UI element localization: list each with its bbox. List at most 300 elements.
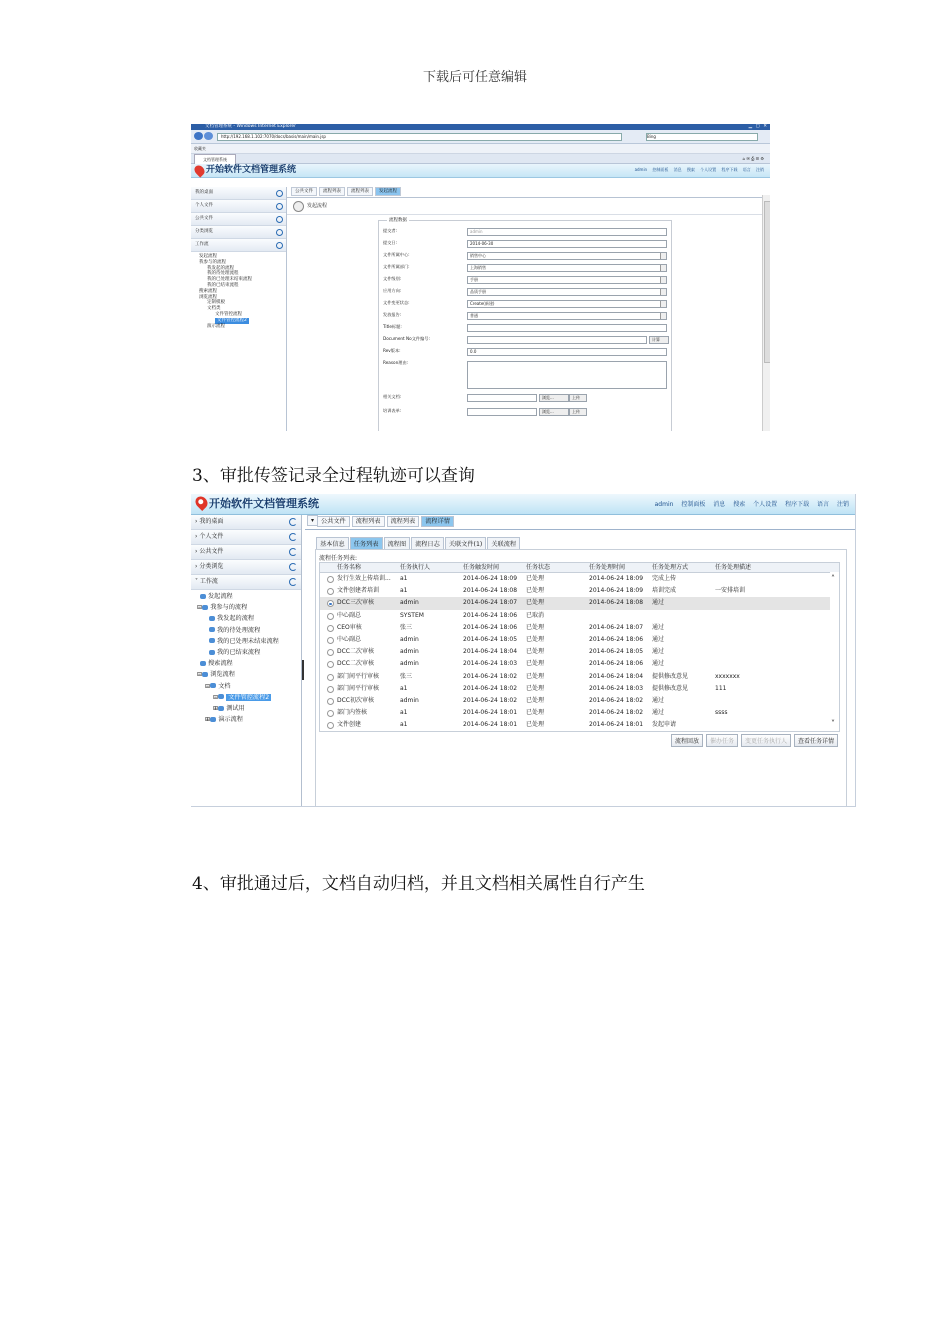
table-cell: 已处理 bbox=[526, 684, 545, 692]
table-row[interactable] bbox=[320, 719, 839, 731]
table-cell: 2014-06-24 18:07 bbox=[589, 623, 644, 631]
row-radio[interactable] bbox=[327, 588, 334, 595]
rev-input[interactable]: 0.0 bbox=[467, 348, 667, 356]
tab-active[interactable]: 发起流程 bbox=[375, 187, 401, 196]
menu-messages[interactable]: 消息 bbox=[713, 501, 726, 508]
tree-item[interactable]: ⊟ 我参与的流程 bbox=[197, 604, 248, 612]
table-cell: admin bbox=[400, 648, 419, 656]
tab[interactable]: 公共文件 bbox=[291, 187, 317, 196]
panel-label: 流程任务列表: bbox=[319, 555, 358, 562]
scrollbar[interactable] bbox=[830, 572, 839, 731]
table-cell: 2014-06-24 18:08 bbox=[463, 587, 518, 595]
table-cell: 通过 bbox=[652, 648, 665, 656]
table-cell: CEO审核 bbox=[337, 623, 362, 631]
sidebar-label: 公共文件 bbox=[199, 548, 224, 555]
tab[interactable]: 流程列表 bbox=[347, 187, 373, 196]
tree-label: 我的待处理流程 bbox=[217, 626, 261, 634]
menu-language[interactable]: 语言 bbox=[817, 501, 830, 508]
browse-button[interactable]: 浏览... bbox=[539, 394, 569, 402]
folder-icon bbox=[209, 616, 215, 621]
column-header: 任务处理时间 bbox=[589, 564, 626, 571]
tree-item[interactable]: 我参与的流程 bbox=[199, 259, 226, 265]
scrollbar[interactable] bbox=[762, 195, 770, 431]
tree-label: 我参与的流程 bbox=[210, 604, 248, 612]
tree-item[interactable] bbox=[197, 647, 301, 658]
chevron-down-icon[interactable]: ▾ bbox=[307, 515, 318, 526]
caption-4: 4、审批通过后，文档自动归档，并且文档相关属性自行产生 bbox=[192, 874, 645, 894]
menu-search[interactable]: 搜索 bbox=[733, 501, 746, 508]
table-cell: 2014-06-24 18:09 bbox=[589, 575, 644, 582]
replay-button[interactable]: 流程回放 bbox=[671, 734, 703, 747]
table-cell: 已处理 bbox=[526, 599, 545, 607]
date-field[interactable]: 2014-06-30 bbox=[467, 240, 667, 248]
folder-icon bbox=[218, 706, 224, 711]
table-cell: 中心副总 bbox=[337, 611, 362, 619]
sidebar-label: 分类浏览 bbox=[199, 563, 224, 570]
subtab[interactable]: 流程日志 bbox=[411, 537, 444, 550]
tree-item[interactable]: 文档类 bbox=[207, 306, 221, 312]
row-radio[interactable] bbox=[327, 710, 334, 717]
tree-label: 我发起的流程 bbox=[217, 615, 255, 623]
table-cell: xxxxxxx bbox=[715, 672, 740, 680]
table-row[interactable] bbox=[320, 585, 839, 597]
tree-item-selected[interactable]: ⊟ 文件管控流程2 bbox=[213, 693, 270, 701]
table-cell: 2014-06-24 18:05 bbox=[463, 635, 518, 643]
app-body bbox=[191, 187, 770, 431]
sidebar-item[interactable]: › 个人文件 bbox=[191, 530, 301, 545]
form-label: 提交日: bbox=[383, 240, 397, 245]
form-label: 提交者: bbox=[383, 228, 397, 233]
subtab[interactable]: 流程图 bbox=[384, 537, 411, 550]
training-form-input[interactable] bbox=[467, 408, 537, 416]
table-cell: 部门内签核 bbox=[337, 709, 368, 717]
status-select[interactable]: Create(新建) bbox=[467, 300, 667, 308]
sidebar bbox=[191, 187, 287, 431]
table-cell: 2014-06-24 18:06 bbox=[589, 635, 644, 643]
refresh-icon[interactable] bbox=[289, 563, 297, 571]
refresh-icon[interactable] bbox=[289, 533, 297, 541]
table-cell: 一安排培训 bbox=[715, 587, 746, 595]
table-cell: DCC二次审核 bbox=[337, 660, 374, 668]
distribution-select[interactable]: 普通 bbox=[467, 312, 667, 320]
row-radio[interactable] bbox=[327, 661, 334, 668]
level-select[interactable]: 手册 bbox=[467, 276, 667, 284]
tab[interactable]: 流程列表 bbox=[352, 516, 385, 527]
refresh-icon[interactable] bbox=[276, 229, 283, 236]
subtab[interactable]: 关联流程 bbox=[487, 537, 520, 550]
tree-label: 我的已处理未结束流程 bbox=[217, 637, 279, 645]
tree-item[interactable]: 我的已结束流程 bbox=[207, 282, 239, 288]
table-cell: 通过 bbox=[652, 709, 665, 717]
table-row[interactable] bbox=[320, 597, 839, 609]
form-label: 相关文档: bbox=[383, 394, 402, 399]
table-cell: 2014-06-24 18:02 bbox=[463, 684, 518, 692]
tree-label: 我的已结束流程 bbox=[217, 649, 261, 657]
tab[interactable]: 公共文件 bbox=[317, 516, 350, 527]
tree-label: 测试用 bbox=[226, 705, 245, 713]
table-cell: 已处理 bbox=[526, 587, 545, 595]
page-header: 下载后可任意编辑 bbox=[422, 70, 527, 85]
table-cell: 已处理 bbox=[526, 660, 545, 668]
table-cell: 已处理 bbox=[526, 648, 545, 656]
table-cell: admin bbox=[400, 635, 419, 643]
browser-tabbar bbox=[191, 154, 770, 164]
launch-label: 发起流程 bbox=[307, 203, 328, 209]
table-cell: 2014-06-24 18:04 bbox=[589, 672, 644, 680]
back-icon[interactable] bbox=[194, 132, 203, 140]
refresh-icon[interactable] bbox=[289, 518, 297, 526]
launch-header bbox=[287, 198, 770, 215]
folder-icon bbox=[209, 650, 215, 655]
refresh-icon[interactable] bbox=[276, 190, 283, 197]
browse-button[interactable]: 浏览... bbox=[539, 408, 569, 416]
splitter-grip[interactable] bbox=[302, 660, 304, 680]
form-label: Rev版本: bbox=[383, 348, 401, 353]
refresh-icon[interactable] bbox=[289, 578, 297, 586]
chevron-up-icon[interactable]: ˄ bbox=[831, 574, 835, 583]
screenshot-launch-workflow bbox=[191, 124, 770, 431]
form-label: Reason理由: bbox=[383, 360, 409, 365]
table-cell: a1 bbox=[400, 709, 408, 717]
column-header: 任务处理描述 bbox=[715, 564, 752, 571]
sidebar-label: 个人文件 bbox=[199, 533, 224, 540]
table-cell: DCC三次审核 bbox=[337, 599, 374, 607]
workflow-form bbox=[378, 220, 672, 431]
center-select[interactable]: 销售中心 bbox=[467, 252, 667, 260]
tree-item[interactable]: ⊞ 演示流程 bbox=[205, 716, 243, 724]
tree-item-label: 文件管控流程2 bbox=[217, 317, 247, 323]
table-cell: admin bbox=[400, 599, 419, 607]
table-cell: 111 bbox=[715, 684, 727, 692]
menu-control-panel[interactable]: 控制面板 bbox=[681, 501, 706, 508]
row-radio[interactable] bbox=[327, 649, 334, 656]
table-cell: 2014-06-24 18:03 bbox=[463, 660, 518, 668]
calc-button[interactable]: 计算 bbox=[649, 336, 669, 344]
refresh-icon[interactable] bbox=[276, 216, 283, 223]
table-cell: DCC二次审核 bbox=[337, 648, 374, 656]
app-title: 开始软件文档管理系统 bbox=[206, 165, 297, 175]
upload-button[interactable]: 上传 bbox=[569, 394, 587, 402]
title-input[interactable] bbox=[467, 324, 667, 332]
upload-button[interactable]: 上传 bbox=[569, 408, 587, 416]
menu-logout[interactable]: 注销 bbox=[836, 501, 849, 508]
tree-item[interactable] bbox=[197, 636, 301, 647]
table-cell: 2014-06-24 18:01 bbox=[463, 721, 518, 729]
row-radio[interactable] bbox=[327, 613, 334, 620]
form-label: 培训表单: bbox=[383, 408, 402, 413]
table-cell: 已处理 bbox=[526, 623, 545, 631]
folder-icon bbox=[210, 717, 216, 722]
row-radio[interactable] bbox=[327, 637, 334, 644]
table-cell: DCC初次审核 bbox=[337, 696, 374, 704]
table-cell: 2014-06-24 18:01 bbox=[589, 721, 644, 729]
refresh-icon[interactable] bbox=[276, 203, 283, 210]
table-cell: 2014-06-24 18:01 bbox=[463, 709, 518, 717]
tree-item[interactable] bbox=[197, 591, 301, 602]
tree-item[interactable]: 文件管控流程 bbox=[215, 311, 242, 317]
view-task-detail-button[interactable]: 查看任务详情 bbox=[794, 734, 838, 747]
table-cell: 2014-06-24 18:02 bbox=[463, 672, 518, 680]
sidebar-label: 个人文件 bbox=[195, 203, 213, 208]
screenshot-task-list bbox=[191, 494, 856, 807]
app-header bbox=[191, 494, 855, 515]
sidebar-item[interactable] bbox=[191, 213, 286, 226]
tab[interactable]: 流程列表 bbox=[319, 187, 345, 196]
table-cell: 通过 bbox=[652, 599, 665, 607]
tree-item[interactable]: 搜索流程 bbox=[199, 288, 217, 294]
refresh-icon[interactable] bbox=[276, 242, 283, 249]
tree-label: 文档 bbox=[218, 682, 231, 690]
sidebar-item[interactable] bbox=[191, 226, 286, 239]
tree-item[interactable]: 演示流程 bbox=[207, 323, 225, 329]
subtab[interactable]: 关联文件(1) bbox=[445, 537, 487, 550]
folder-icon bbox=[200, 661, 206, 666]
table-cell: admin bbox=[400, 696, 419, 704]
favorites-bar bbox=[191, 144, 770, 154]
row-radio[interactable] bbox=[327, 600, 334, 607]
tree-item[interactable]: ⊟ 文档 bbox=[205, 682, 231, 690]
table-cell: 部门间平行审核 bbox=[337, 684, 380, 692]
table-cell: 部门间平行审核 bbox=[337, 672, 380, 680]
main-content bbox=[287, 187, 770, 431]
logo-icon bbox=[192, 163, 206, 177]
sidebar-label: 工作流 bbox=[199, 578, 218, 585]
table-row[interactable] bbox=[320, 622, 839, 634]
search-input[interactable]: Bing bbox=[646, 133, 758, 141]
tree-label: 演示流程 bbox=[218, 716, 243, 724]
tree-label: 发起流程 bbox=[208, 593, 233, 600]
table-cell: 2014-06-24 18:09 bbox=[589, 587, 644, 595]
toolbar-icons[interactable]: ⌂ ✉ ⎙ ☰ ⚙ bbox=[742, 156, 764, 161]
submitter-field[interactable]: admin bbox=[467, 228, 667, 236]
tree-item[interactable] bbox=[197, 625, 301, 636]
table-cell: 已处理 bbox=[526, 635, 545, 643]
column-header: 任务状态 bbox=[526, 564, 551, 571]
browser-tab[interactable]: 文档管理系统 bbox=[194, 154, 236, 165]
table-cell: 2014-06-24 18:09 bbox=[463, 575, 518, 582]
sidebar-item[interactable]: › 我的桌面 bbox=[191, 515, 301, 530]
table-row[interactable] bbox=[320, 658, 839, 670]
task-actions bbox=[668, 734, 838, 747]
task-table bbox=[319, 562, 840, 732]
table-header bbox=[320, 563, 839, 573]
form-label: 发放报告: bbox=[383, 312, 402, 317]
table-cell: 完成上传 bbox=[652, 575, 677, 582]
form-legend: 流程数据 bbox=[389, 218, 407, 223]
table-cell: 2014-06-24 18:03 bbox=[589, 684, 644, 692]
column-header: 任务执行人 bbox=[400, 564, 431, 571]
table-cell: 已处理 bbox=[526, 575, 545, 582]
sidebar-label: 我的桌面 bbox=[195, 190, 213, 195]
forward-icon[interactable] bbox=[204, 132, 213, 140]
top-menu[interactable]: admin 控制面板 消息 搜索 个人设置 程序下载 语言 注销 bbox=[634, 167, 764, 172]
folder-icon bbox=[209, 627, 215, 632]
folder-icon bbox=[202, 605, 208, 610]
row-radio[interactable] bbox=[327, 698, 334, 705]
direction-select[interactable]: 品质手册 bbox=[467, 288, 667, 296]
table-cell: 文件创建 bbox=[337, 721, 362, 729]
table-cell: 2014-06-24 18:06 bbox=[463, 611, 518, 619]
table-cell: 培训完成 bbox=[652, 587, 677, 595]
table-cell: 通过 bbox=[652, 635, 665, 643]
tree-item[interactable]: ⊞ 测试用 bbox=[213, 705, 245, 713]
table-body bbox=[320, 573, 839, 731]
reason-textarea[interactable] bbox=[467, 361, 667, 389]
tree-item[interactable]: 我的待处理流程 bbox=[207, 271, 239, 277]
refresh-icon[interactable] bbox=[289, 548, 297, 556]
sidebar-item[interactable]: ˅ 工作流 bbox=[191, 575, 301, 590]
row-radio[interactable] bbox=[327, 674, 334, 681]
table-cell: 2014-06-24 18:04 bbox=[463, 648, 518, 656]
window-controls[interactable]: ▁ ▢ ✕ bbox=[748, 124, 768, 129]
table-cell: 提供修改意见 bbox=[652, 672, 689, 680]
table-row[interactable] bbox=[320, 634, 839, 646]
form-label: 应用方向: bbox=[383, 288, 402, 293]
sidebar-item[interactable]: › 分类浏览 bbox=[191, 560, 301, 575]
favorites-label[interactable]: 收藏夹 bbox=[194, 146, 206, 151]
form-label: Title标题: bbox=[383, 324, 402, 329]
form-label: 文件级别: bbox=[383, 276, 402, 281]
table-cell: 2014-06-24 18:02 bbox=[463, 696, 518, 704]
sidebar-item[interactable] bbox=[191, 239, 286, 252]
menu-download[interactable]: 程序下载 bbox=[785, 501, 810, 508]
table-cell: admin bbox=[400, 660, 419, 668]
workflow-tree bbox=[191, 252, 286, 329]
tree-label: 浏览流程 bbox=[210, 671, 235, 679]
form-label: 文件所属部门: bbox=[383, 264, 410, 269]
change-assignee-button[interactable]: 变更任务执行人 bbox=[741, 734, 791, 747]
column-header: 任务触发时间 bbox=[463, 564, 500, 571]
tab[interactable]: 流程列表 bbox=[387, 516, 420, 527]
column-header: 任务处理方式 bbox=[652, 564, 689, 571]
table-row[interactable] bbox=[320, 695, 839, 707]
tree-item[interactable] bbox=[197, 613, 301, 624]
subtab[interactable]: 基本信息 bbox=[316, 537, 349, 550]
dept-select[interactable]: 上海销售 bbox=[467, 264, 667, 272]
table-row[interactable] bbox=[320, 573, 839, 585]
table-cell: 已处理 bbox=[526, 709, 545, 717]
table-cell: 2014-06-24 18:08 bbox=[589, 599, 644, 607]
row-radio[interactable] bbox=[327, 576, 334, 583]
tree-item[interactable]: 定制模板 bbox=[207, 300, 225, 306]
table-row[interactable] bbox=[320, 646, 839, 658]
tree-item[interactable]: 我发起的流程 bbox=[207, 265, 234, 271]
table-cell: 已处理 bbox=[526, 721, 545, 729]
table-cell: 提供修改意见 bbox=[652, 684, 689, 692]
app-title: 开始软件文档管理系统 bbox=[209, 497, 319, 510]
tree-item[interactable]: 发起流程 bbox=[199, 254, 217, 259]
sidebar-item[interactable] bbox=[191, 187, 286, 200]
table-row[interactable] bbox=[320, 671, 839, 683]
row-radio[interactable] bbox=[327, 625, 334, 632]
table-cell: 2014-06-24 18:02 bbox=[589, 709, 644, 717]
folder-icon bbox=[200, 594, 206, 599]
sidebar-item[interactable] bbox=[191, 200, 286, 213]
tab-active[interactable]: 流程详情 bbox=[421, 516, 454, 527]
table-cell: SYSTEM bbox=[400, 611, 424, 619]
top-menu bbox=[649, 499, 849, 508]
menu-settings[interactable]: 个人设置 bbox=[753, 501, 778, 508]
table-cell: 已处理 bbox=[526, 696, 545, 704]
subtab-active[interactable]: 任务列表 bbox=[350, 537, 383, 550]
docno-input[interactable] bbox=[467, 336, 647, 344]
table-row[interactable] bbox=[320, 683, 839, 695]
sidebar-label: 分类浏览 bbox=[195, 229, 213, 234]
gear-icon bbox=[293, 201, 304, 212]
related-doc-input[interactable] bbox=[467, 394, 537, 402]
table-row[interactable] bbox=[320, 707, 839, 719]
table-cell: a1 bbox=[400, 684, 408, 692]
tree-item[interactable]: 浏览流程 bbox=[199, 294, 217, 300]
workflow-tree bbox=[191, 590, 301, 725]
folder-icon bbox=[210, 683, 216, 688]
tree-item[interactable]: 我的已处理未结束流程 bbox=[207, 277, 252, 283]
table-cell: 通过 bbox=[652, 696, 665, 704]
table-cell: 文件创建者培训 bbox=[337, 587, 380, 595]
folder-icon bbox=[218, 694, 224, 699]
urge-task-button[interactable]: 催办任务 bbox=[706, 734, 738, 747]
tree-label: 文件管控流程2 bbox=[228, 693, 270, 701]
table-cell: a1 bbox=[400, 587, 408, 595]
app-header bbox=[191, 164, 770, 178]
caption-3: 3、审批传签记录全过程轨迹可以查询 bbox=[192, 466, 475, 486]
table-cell: 中心副总 bbox=[337, 635, 362, 643]
table-cell: 2014-06-24 18:06 bbox=[463, 623, 518, 631]
table-cell: 2014-06-24 18:06 bbox=[589, 660, 644, 668]
table-cell: 2014-06-24 18:07 bbox=[463, 599, 518, 607]
form-label: 文件所属中心: bbox=[383, 252, 410, 257]
table-cell: 张三 bbox=[400, 623, 413, 631]
table-cell: 发行生效上传培训... bbox=[337, 575, 391, 582]
table-cell: 通过 bbox=[652, 623, 665, 631]
main-content bbox=[305, 515, 855, 806]
tree-label: 搜索流程 bbox=[208, 660, 233, 668]
task-panel bbox=[315, 549, 847, 807]
table-cell: 已取消 bbox=[526, 611, 545, 619]
table-cell: a1 bbox=[400, 575, 408, 582]
sidebar-label: 我的桌面 bbox=[199, 518, 224, 525]
table-cell: 张三 bbox=[400, 672, 413, 680]
row-radio[interactable] bbox=[327, 722, 334, 729]
tree-item[interactable]: ⊟ 浏览流程 bbox=[197, 671, 235, 679]
tree-item[interactable] bbox=[197, 658, 301, 669]
table-cell: 通过 bbox=[652, 660, 665, 668]
table-cell: a1 bbox=[400, 721, 408, 729]
scrollbar-thumb[interactable] bbox=[764, 201, 770, 363]
folder-icon bbox=[209, 638, 215, 643]
sidebar-label: 公共文件 bbox=[195, 216, 213, 221]
sidebar-item[interactable]: › 公共文件 bbox=[191, 545, 301, 560]
table-cell: 已处理 bbox=[526, 672, 545, 680]
user-label[interactable]: admin bbox=[654, 501, 674, 508]
folder-icon bbox=[202, 672, 208, 677]
chevron-down-icon[interactable]: ˅ bbox=[831, 719, 835, 728]
table-cell: 发起申请 bbox=[652, 721, 677, 729]
sidebar-label: 工作流 bbox=[195, 242, 209, 247]
table-cell: ssss bbox=[715, 709, 728, 717]
table-cell: 2014-06-24 18:05 bbox=[589, 648, 644, 656]
form-label: 文件变更状态: bbox=[383, 300, 410, 305]
column-header: 任务名称 bbox=[337, 564, 362, 571]
sidebar bbox=[191, 515, 302, 806]
table-cell: 2014-06-24 18:02 bbox=[589, 696, 644, 704]
row-radio[interactable] bbox=[327, 686, 334, 693]
content-tabs bbox=[305, 515, 855, 530]
content-tabs bbox=[287, 187, 770, 198]
address-bar bbox=[191, 130, 770, 144]
url-input[interactable]: http://192.168.1.102:7070/docs/basis/main/main.jsp bbox=[217, 133, 622, 141]
table-row[interactable] bbox=[320, 610, 839, 622]
